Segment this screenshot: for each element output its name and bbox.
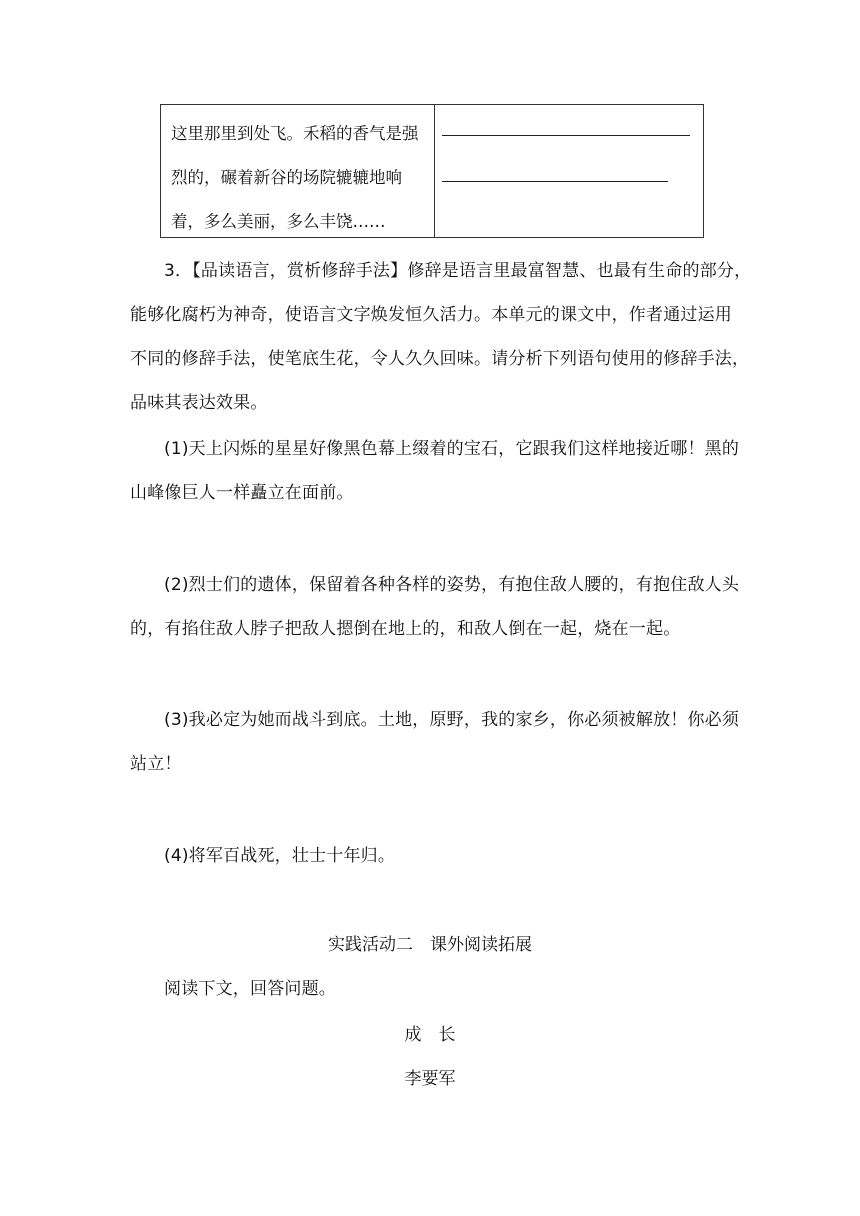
item4-line: (4)将军百战死，壮士十年归。 bbox=[164, 846, 396, 866]
question3-line: 能够化腐朽为神奇，使语言文字焕发恒久活力。本单元的课文中，作者通过运用 bbox=[130, 305, 732, 325]
item1-line: (1)天上闪烁的星星好像黑色幕上缀着的宝石，它跟我们这样地接近哪！黑的 bbox=[164, 439, 740, 459]
table-text-line: 这里那里到处飞。禾稻的香气是强 bbox=[171, 124, 419, 143]
table-text-line: 着，多么美丽，多么丰饶…… bbox=[171, 212, 386, 231]
item3-line: (3)我必定为她而战斗到底。土地，原野，我的家乡，你必须被解放！你必须 bbox=[164, 710, 740, 730]
table-text-line: 烈的，碾着新谷的场院辘辘地响 bbox=[171, 168, 402, 187]
reading-instruction: 阅读下文，回答问题。 bbox=[164, 979, 336, 999]
answer-blank-line[interactable] bbox=[442, 181, 668, 182]
question3-line: 不同的修辞手法，使笔底生花，令人久久回味。请分析下列语句使用的修辞手法， bbox=[130, 349, 750, 369]
article-author: 李要军 bbox=[404, 1069, 456, 1089]
item2-line: 的，有掐住敌人脖子把敌人摁倒在地上的，和敌人倒在一起，烧在一起。 bbox=[130, 619, 681, 639]
question3-line: 品味其表达效果。 bbox=[130, 393, 268, 413]
section-heading: 实践活动二 课外阅读拓展 bbox=[328, 935, 532, 955]
item2-line: (2)烈士们的遗体，保留着各种各样的姿势，有抱住敌人腰的，有抱住敌人头 bbox=[164, 575, 740, 595]
table-column-divider bbox=[434, 105, 435, 237]
question3-line: 3．【品读语言，赏析修辞手法】修辞是语言里最富智慧、也最有生命的部分， bbox=[164, 261, 752, 281]
item3-line: 站立！ bbox=[130, 754, 182, 774]
item1-line: 山峰像巨人一样矗立在面前。 bbox=[130, 483, 354, 503]
article-title: 成 长 bbox=[404, 1025, 456, 1045]
answer-blank-line[interactable] bbox=[442, 135, 690, 136]
answer-table bbox=[160, 104, 704, 238]
